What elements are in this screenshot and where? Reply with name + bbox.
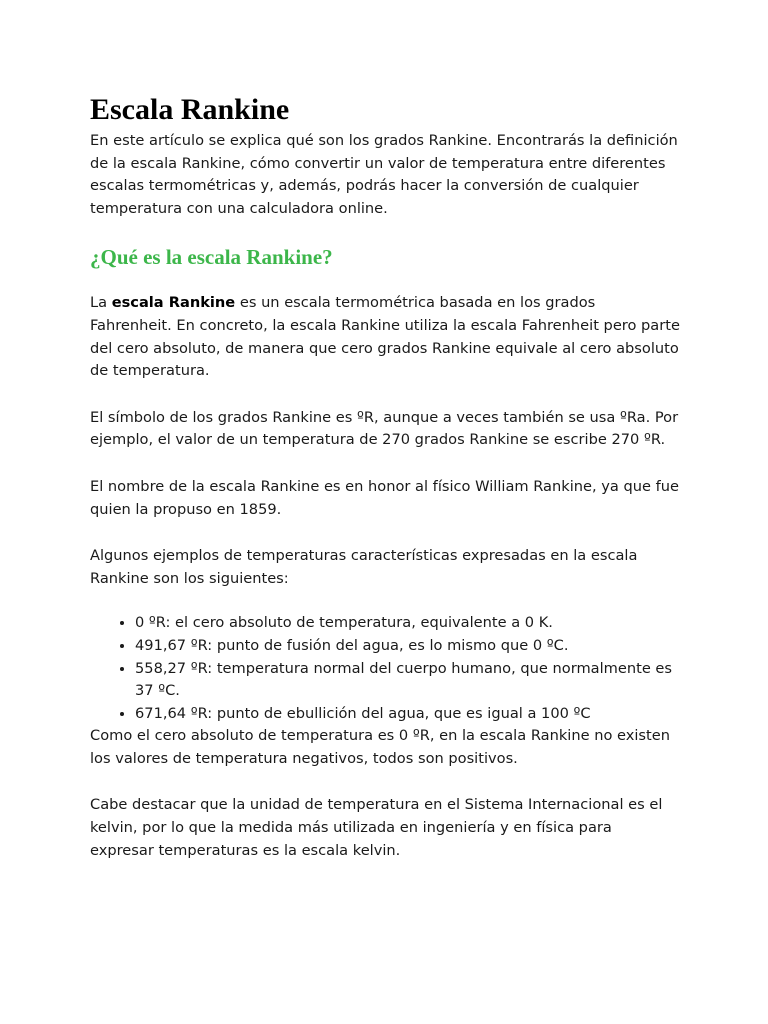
- absolute-zero-paragraph: Como el cero absoluto de temperatura es 0 ºR, en la escala Rankine no existen los valores de temperatura negativos, todos son positivos.: [90, 727, 670, 767]
- si-unit-paragraph: Cabe destacar que la unidad de temperatura en el Sistema Internacional es el kelvin, por lo que la medida más utilizada en ingeniería y en física para expresar temperaturas es la escala kelvin.: [90, 796, 663, 859]
- list-item: • 558,27 ºR: temperatura normal del cuerpo humano, que normalmente es 37 ºC.: [135, 658, 680, 703]
- symbol-paragraph: El símbolo de los grados Rankine es ºR, aunque a veces también se usa ºRa. Por ejemplo, el valor de un temperatura de 270 grados Rankine se escribe 270 ºR.: [90, 408, 679, 449]
- list-item: • 0 ºR: el cero absoluto de temperatura, equivalente a 0 K.: [135, 612, 680, 635]
- definition-text: es un escala termométrica basada en los grados Fahrenheit. En concreto, la escala Rankine utiliza la escala Fahrenheit pero parte del cero absoluto, de manera que cero grados Rankine equivale al cero absoluto de temperatura.: [90, 294, 680, 380]
- examples-intro-paragraph: Algunos ejemplos de temperaturas características expresadas en la escala Rankine son los siguientes:: [90, 547, 638, 587]
- article: [90, 92, 680, 886]
- name-origin-paragraph: El nombre de la escala Rankine es en honor al físico William Rankine, ya que fue quien la propuso en 1859.: [90, 477, 679, 518]
- definition-term: escala Rankine: [111, 294, 236, 312]
- definition-paragraph: [90, 292, 680, 382]
- definition-prefix: La: [90, 294, 112, 312]
- examples-list: [90, 612, 680, 725]
- section-heading: ¿Qué es la escala Rankine?: [90, 245, 333, 270]
- list-item: • 491,67 ºR: punto de fusión del agua, es lo mismo que 0 ºC.: [135, 635, 680, 658]
- intro-paragraph: En este artículo se explica qué son los grados Rankine. Encontrarás la definición de la escala Rankine, cómo convertir un valor de temperatura entre diferentes escalas termométricas y, además, podrás hacer la conversión de cualquier temperatura con una calculadora online.: [90, 132, 678, 217]
- page-title: Escala Rankine: [90, 93, 290, 126]
- list-item: • 671,64 ºR: punto de ebullición del agua, que es igual a 100 ºC: [135, 703, 680, 726]
